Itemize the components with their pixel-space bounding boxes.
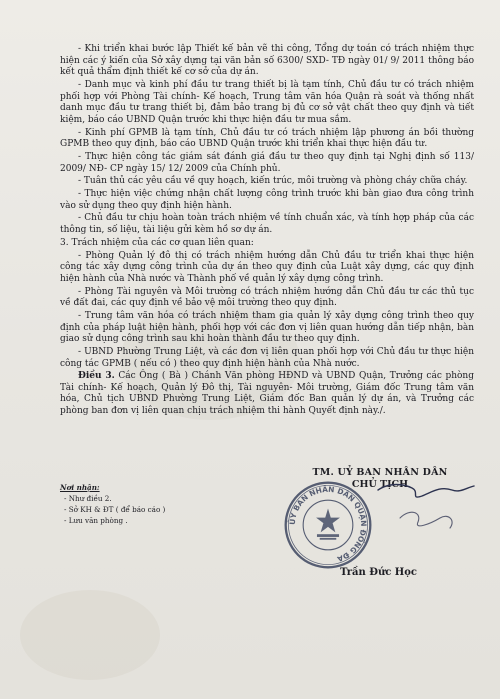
- paragraph: - UBND Phường Trung Liệt, và các đơn vị liên quan phối hợp với Chủ đầu tư thực hiện công tác GPMB ( nếu có ) theo quy định hiện hành của Nhà nước.: [60, 346, 474, 369]
- section-heading: 3. Trách nhiệm của các cơ quan liên quan:: [60, 237, 254, 248]
- recipient-item: - Như điều 2.: [64, 494, 112, 503]
- article-3-label: Điều 3.: [78, 371, 115, 382]
- article-3: [60, 371, 474, 417]
- paragraph: - Phòng Tài nguyên và Môi trường có trách nhiệm hướng dẫn Chủ đầu tư các thủ tục về đất đai, các quy định về bảo vệ môi trường theo quy định.: [60, 286, 474, 309]
- svg-text:ỦY BAN NHÂN DÂN QUẬN ĐỐNG ĐA: ỦY BAN NHÂN DÂN QUẬN ĐỐNG ĐA: [287, 484, 369, 564]
- recipient-item: - Lưu văn phòng .: [64, 516, 128, 525]
- document-body: [60, 44, 474, 419]
- official-seal-icon: [282, 479, 374, 571]
- recipient-item: - Sở KH & ĐT ( để báo cáo ): [64, 505, 166, 514]
- signing-title: CHỦ TỊCH: [351, 479, 409, 490]
- paper-stain: [20, 590, 160, 680]
- handwritten-signature-icon: [370, 478, 480, 548]
- recipients-block: [60, 482, 230, 526]
- signing-organization: TM. UỶ BAN NHÂN DÂN: [312, 467, 448, 478]
- paragraph: - Trung tâm văn hóa có trách nhiệm tham gia quản lý xây dựng công trình theo quy định của pháp luật hiện hành, phối hợp với các đơn vị liên quan hướng dẫn tiếp nhận, bàn giao sử dụng công trình sau khi hoàn thành đầu tư theo quy định.: [60, 310, 474, 345]
- paragraph: - Kinh phí GPMB là tạm tính, Chủ đầu tư có trách nhiệm lập phương án bồi thường GPMB theo quy định, báo cáo UBND Quận trước khi triển khai thực hiện đầu tư.: [60, 127, 474, 150]
- paragraph: - Thực hiện việc chứng nhận chất lượng công trình trước khi bàn giao đưa công trình vào sử dụng theo quy định hiện hành.: [60, 189, 474, 211]
- article-3-text: Các Ông ( Bà ) Chánh Văn phòng HĐND và UBND Quận, Trưởng các phòng Tài chính- Kế hoạch, Quản lý Đô thị, Tài nguyên- Môi trường, Giám đốc Trung tâm văn hóa, Chủ tịch UBND Phường Trung Liệt, Giám đốc Ban quản lý dự án, và Trưởng các phòng ban đơn vị liên quan chịu trách nhiệm thi hành Quyết định này./.: [60, 371, 474, 417]
- paragraph: - Phòng Quản lý đô thị có trách nhiệm hướng dẫn Chủ đầu tư triển khai thực hiện công tác xây dựng công trình của dự án theo quy định của Luật xây dựng, các quy định hiện hành của Nhà nước và Thành phố về quản lý xây dựng công trình.: [60, 250, 474, 284]
- paragraph: - Danh mục và kinh phí đầu tư trang thiết bị là tạm tính, Chủ đầu tư có trách nhiệm phối hợp với Phòng Tài chính- Kế hoạch, Trung tâm văn hóa Quận rà soát và thống nhất danh mục đầu tư trang thiết bị, đảm bảo trang bị đủ cơ sở vật chất theo quy định và tiết kiệm, báo cáo UBND Quận trước khi thực hiện đầu tư mua sắm.: [60, 79, 474, 125]
- paragraph: - Chủ đầu tư chịu hoàn toàn trách nhiệm về tính chuẩn xác, và tính hợp pháp của các thông tin, số liệu, tài liệu gửi kèm hồ sơ dự án.: [60, 213, 474, 236]
- paragraph: - Khi triển khai bước lập Thiết kế bản vẽ thi công, Tổng dự toán có trách nhiệm thực hiện các ý kiến của Sở xây dựng tại văn bản số 6300/ SXD- TĐ ngày 01/ 9/ 2011 thông báo kết quả thẩm định thiết kế cơ sở của dự án.: [60, 44, 474, 78]
- signer-name: Trần Đức Học: [340, 567, 418, 578]
- paragraph: - Tuân thủ các yêu cầu về quy hoạch, kiến trúc, môi trường và phòng cháy chữa cháy.: [78, 176, 468, 187]
- recipients-heading: Nơi nhận:: [60, 483, 100, 492]
- paragraph: - Thực hiện công tác giám sát đánh giá đầu tư theo quy định tại Nghị định số 113/ 2009/ NĐ- CP ngày 15/ 12/ 2009 của Chính phủ.: [60, 151, 474, 174]
